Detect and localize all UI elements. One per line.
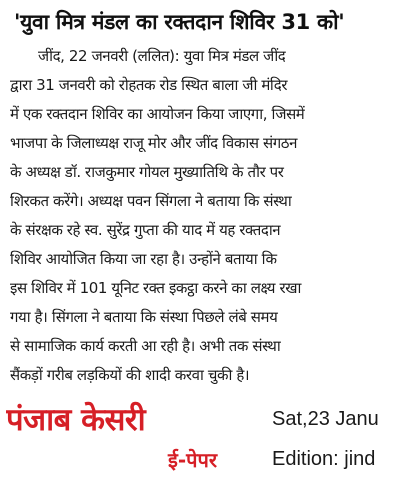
article-line: के संरक्षक रहे स्व. सुरेंद्र गुप्ता की याद में यह रक्तदान: [10, 221, 281, 239]
article-line: के अध्यक्ष डॉ. राजकुमार गोयल मुख्यातिथि के तौर पर: [10, 163, 284, 181]
edition-info: [272, 404, 400, 484]
article-line: इस शिविर में 101 यूनिट रक्त इकट्ठा करने का लक्ष्य रखा: [10, 279, 301, 297]
article-line: सैंकड़ों गरीब लड़कियों की शादी करवा चुकी है।: [10, 366, 250, 384]
article-line: गया है। सिंगला ने बताया कि संस्था पिछले लंबे समय: [10, 308, 278, 326]
article-line: से सामाजिक कार्य करती आ रही है। अभी तक संस्था: [10, 337, 281, 355]
edition-name: Edition: jind: [272, 448, 376, 470]
publication-date: Sat,23 Janu: [272, 408, 379, 430]
article-line: शिरकत करेंगे। अध्यक्ष पवन सिंगला ने बताया कि संस्था: [10, 192, 292, 210]
article-line: में एक रक्तदान शिविर का आयोजन किया जाएगा, जिसमें: [10, 105, 305, 123]
article-body: [10, 42, 390, 394]
article-line: भाजपा के जिलाध्यक्ष राजू मोर और जींद विकास संगठन: [10, 134, 297, 152]
article-line: द्वारा 31 जनवरी को रोहतक रोड स्थित बाला जी मंदिर: [10, 76, 288, 94]
punjab-kesari-logo: [6, 398, 250, 486]
article-headline: 'युवा मित्र मंडल का रक्तदान शिविर 31 को': [14, 10, 345, 34]
epaper-footer: [0, 398, 400, 489]
logo-epaper-text: ई-पेपर: [168, 448, 218, 472]
logo-brand-text: पंजाब केसरी: [6, 402, 146, 438]
article-line: शिविर आयोजित किया जा रहा है। उन्होंने बताया कि: [10, 250, 277, 268]
article-line: जींद, 22 जनवरी (ललित): युवा मित्र मंडल जींद: [38, 47, 286, 65]
